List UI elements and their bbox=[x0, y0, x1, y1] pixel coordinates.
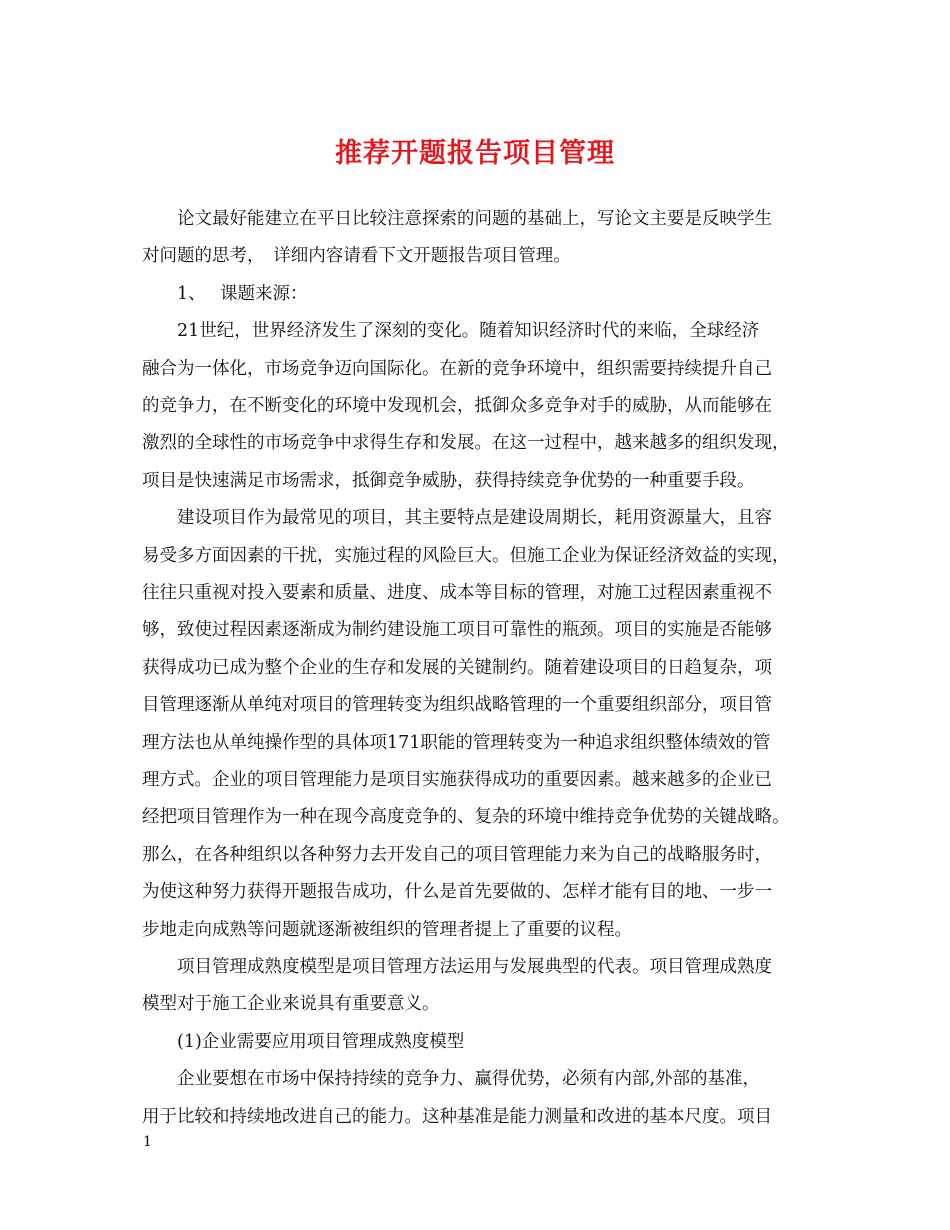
text-line: 的竞争力，在不断变化的环境中发现机会，抵御众多竞争对手的威胁，从而能够在 bbox=[142, 396, 772, 416]
text-line: 融合为一体化，市场竞争迈向国际化。在新的竞争环境中，组织需要持续提升自己 bbox=[142, 358, 772, 379]
document-title: 推荐开题报告项目管理 bbox=[335, 138, 615, 169]
text-line: (1)企业需要应用项目管理成熟度模型 bbox=[142, 1031, 465, 1052]
text-line: 那么，在各种组织以各种努力去开发自己的项目管理能力来为自己的战略服务时， bbox=[142, 844, 772, 865]
text-line: 模型对于施工企业来说具有重要意义。 bbox=[142, 994, 440, 1015]
text-line: 论文最好能建立在平日比较注意探索的问题的基础上，写论文主要是反映学生 bbox=[142, 209, 772, 229]
text-line: 对问题的思考， 详细内容请看下文开题报告项目管理。 bbox=[142, 246, 571, 267]
text-line: 为使这种努力获得开题报告成功，什么是首先要做的、怎样才能有目的地、一步一 bbox=[142, 882, 772, 903]
text-line: 项目管理成熟度模型是项目管理方法运用与发展典型的代表。项目管理成熟度 bbox=[142, 957, 772, 977]
text-line: 1、 课题来源： bbox=[142, 283, 308, 304]
text-line: 获得成功已成为整个企业的生存和发展的关键制约。随着建设项目的日趋复杂，项 bbox=[142, 657, 772, 678]
text-line: 理方式。企业的项目管理能力是项目实施获得成功的重要因素。越来越多的企业已 bbox=[142, 770, 772, 790]
page-number: 1 bbox=[143, 1134, 152, 1150]
text-line: 往往只重视对投入要素和质量、进度、成本等目标的管理，对施工过程因素重视不 bbox=[142, 583, 772, 603]
text-line: 经把项目管理作为一种在现今高度竞争的、复杂的环境中维持竞争优势的关键战略。 bbox=[142, 807, 790, 828]
text-line: 够，致使过程因素逐渐成为制约建设施工项目可靠性的瓶颈。项目的实施是否能够 bbox=[142, 620, 772, 641]
text-line: 步地走向成熟等问题就逐渐被组织的管理者提上了重要的议程。 bbox=[142, 919, 632, 940]
text-line: 用于比较和持续地改进自己的能力。这种基准是能力测量和改进的基本尺度。项目 bbox=[142, 1106, 772, 1127]
text-line: 易受多方面因素的干扰，实施过程的风险巨大。但施工企业为保证经济效益的实现， bbox=[142, 545, 790, 566]
text-line: 21世纪，世界经济发生了深刻的变化。随着知识经济时代的来临，全球经济 bbox=[142, 321, 760, 342]
text-line: 项目是快速满足市场需求，抵御竞争威胁，获得持续竞争优势的一种重要手段。 bbox=[142, 470, 755, 491]
text-line: 目管理逐渐从单纯对项目的管理转变为组织战略管理的一个重要组织部分，项目管 bbox=[142, 695, 772, 716]
text-line: 建设项目作为最常见的项目，其主要特点是建设周期长，耗用资源量大，且容 bbox=[142, 508, 772, 529]
text-line: 理方法也从单纯操作型的具体项171职能的管理转变为一种追求组织整体绩效的管 bbox=[142, 732, 771, 753]
text-line: 激烈的全球性的市场竞争中求得生存和发展。在这一过程中，越来越多的组织发现， bbox=[142, 433, 790, 454]
text-line: 企业要想在市场中保持持续的竞争力、赢得优势，必须有内部,外部的基准， bbox=[142, 1069, 761, 1090]
